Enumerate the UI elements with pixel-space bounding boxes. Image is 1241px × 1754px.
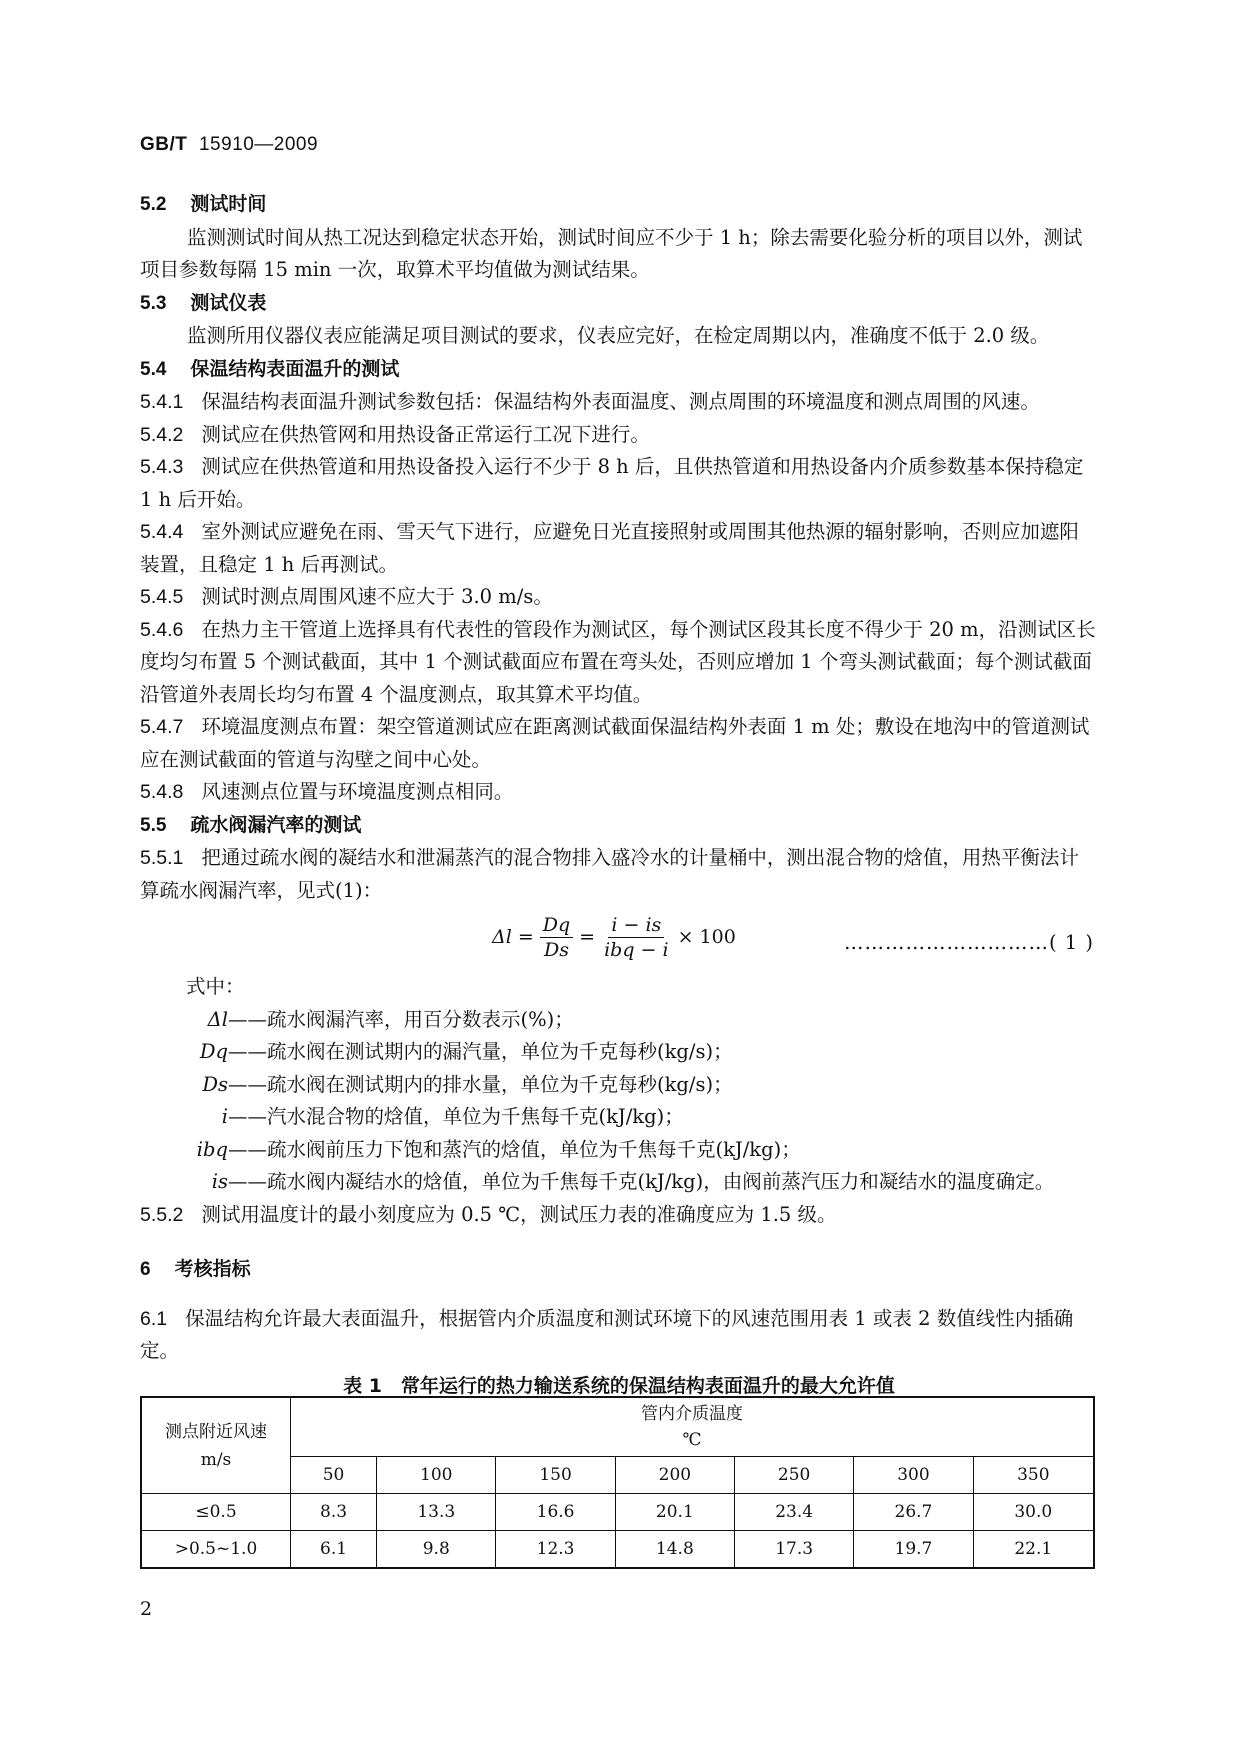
temp-header: 250 [735,1457,854,1494]
clause: 5.4.1 保温结构表面温升测试参数包括：保温结构外表面温度、测点周围的环境温度和测点周围的风速。 [140,390,1040,413]
chapter-heading: 6 考核指标 [140,1258,251,1280]
clause: 5.5.2 测试用温度计的最小刻度应为 0.5 ℃，测试压力表的准确度应为 1.5 级。 [140,1202,837,1226]
clause: 5.4.3 测试应在供热管道和用热设备投入运行不少于 8 h 后，且供热管道和用热设备内介质参数基本保持稳定 1 h 后开始。 [140,455,1084,511]
clause: 5.4.5 测试时测点周围风速不应大于 3.0 m/s。 [140,585,553,608]
section-heading: 5.3 测试仪表 [140,291,267,314]
definition: Dq——疏水阀在测试期内的漏汽量，单位为千克每秒(kg/s)； [199,1040,733,1063]
temp-header: 350 [973,1457,1094,1494]
definition: i——汽水混合物的焓值，单位为千焦每千克(kJ/kg)； [221,1105,684,1128]
formula-1: Δl = $\frac{Dq}{Ds}$ = $\frac{i - is}{\text{ibq − i}}$ × 100 …………………………( 1 ) [492,914,1094,961]
clause: 5.4.6 在热力主干管道上选择具有代表性的管段作为测试区，每个测试区段其长度不得少于 20 m，沿测试区长度均匀布置 5 个测试截面，其中 1 个测试截面应布置在弯头处，否则应增加 1 个弯头测试截面；每个测试截面沿管道外表周长均匀布置 4 个温度测点，取其算术平均值。 [140,617,1096,706]
column-header: 管内介质温度 ℃ [291,1397,1095,1457]
fraction: $\frac{Dq}{Ds}$ [540,913,573,962]
temp-header: 200 [615,1457,734,1494]
temp-header: 150 [496,1457,615,1494]
table-title: 表 1 常年运行的热力输送系统的保温结构表面温升的最大允许值 [343,1374,895,1397]
fraction: $\frac{i - is}{\text{ibq − i}}$ [604,914,669,961]
table-row: >0.5~1.0 6.1 9.8 12.3 14.8 17.3 19.7 22.1 [141,1531,1094,1569]
paragraph: 监测所用仪器仪表应能满足项目测试的要求，仪表应完好，在检定周期以内，准确度不低于 2.0 级。 [187,324,1050,347]
section-heading: 5.4 保温结构表面温升的测试 [140,357,400,380]
clause: 5.4.7 环境温度测点布置：架空管道测试应在距离测试截面保温结构外表面 1 m 处；敷设在地沟中的管道测试应在测试截面的管道与沟壁之间中心处。 [140,715,1090,771]
paragraph: 监测测试时间从热工况达到稳定状态开始，测试时间应不少于 1 h；除去需要化验分析的项目以外，测试项目参数每隔 15 min 一次，取算术平均值做为测试结果。 [140,225,1083,281]
table-row: ≤0.5 8.3 13.3 16.6 20.1 23.4 26.7 30.0 [141,1494,1094,1531]
clause: 5.5.1 把通过疏水阀的凝结水和泄漏蒸汽的混合物排入盛冷水的计量桶中，测出混合物的焓值，用热平衡法计算疏水阀漏汽率，见式(1)： [140,846,1079,902]
body-text [140,188,1098,1402]
where-label: 式中： [186,975,245,998]
definition: Ds——疏水阀在测试期内的排水量，单位为千克每秒(kg/s)； [202,1072,733,1096]
definition: ibq——疏水阀前压力下饱和蒸汽的焓值，单位为千焦每千克(kJ/kg)； [196,1137,801,1161]
definition: Δl——疏水阀漏汽率，用百分数表示(%)； [207,1007,574,1031]
row-header: 测点附近风速 m/s [141,1397,291,1494]
section-heading: 5.5 疏水阀漏汽率的测试 [140,813,362,836]
clause: 6.1 保温结构允许最大表面温升，根据管内介质温度和测试环境下的风速范围用表 1 或表 2 数值线性内插确定。 [140,1306,1074,1362]
definition: is——疏水阀内凝结水的焓值，单位为千焦每千克(kJ/kg)，由阀前蒸汽压力和凝结水的温度确定。 [211,1170,1055,1193]
temp-header: 50 [291,1457,377,1494]
standard-code: GB/T 15910—2009 [140,134,319,155]
equation-number: …………………………( 1 ) [843,931,1094,954]
clause: 5.4.2 测试应在供热管网和用热设备正常运行工况下进行。 [140,422,650,446]
page-number: 2 [140,1598,153,1620]
table-1 [140,1396,1095,1569]
section-heading: 5.2 测试时间 [140,193,267,215]
clause: 5.4.4 室外测试应避免在雨、雪天气下进行，应避免日光直接照射或周围其他热源的辐射影响，否则应加遮阳装置，且稳定 1 h 后再测试。 [140,520,1079,576]
temp-header: 300 [854,1457,973,1494]
temp-header: 100 [377,1457,496,1494]
clause: 5.4.8 风速测点位置与环境温度测点相同。 [140,780,514,803]
